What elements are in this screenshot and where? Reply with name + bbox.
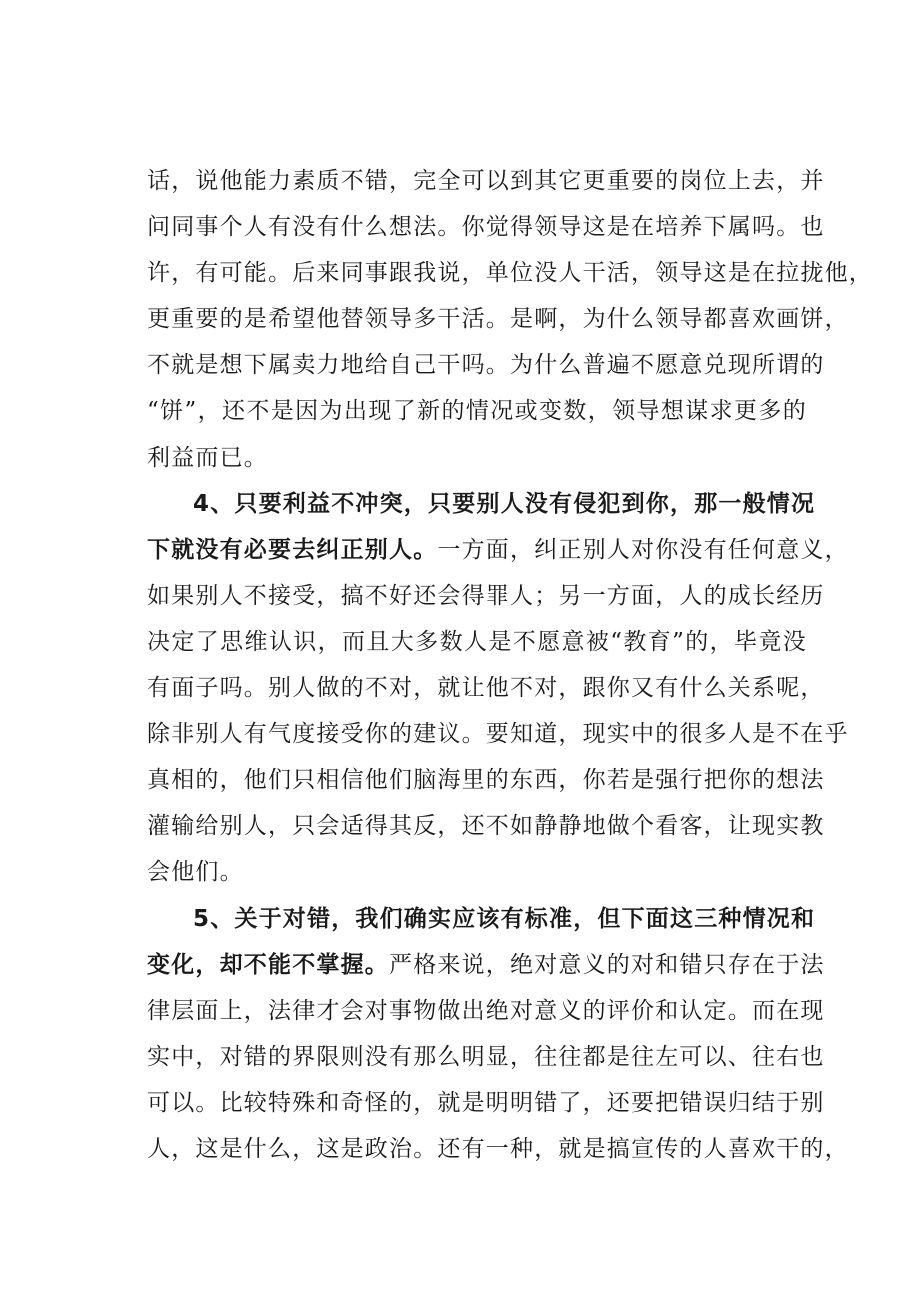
text-line: 可以。比较特殊和奇怪的，就是明明错了，还要把错误归结于别 [147,1089,825,1116]
paragraph-5-bold-text: 变化，却不能不掌握。 [147,951,389,978]
text-line: 律层面上，法律才会对事物做出绝对意义的评价和认定。而在现 [147,997,825,1024]
paragraph-5-line [147,942,825,988]
text-line: 利益而已。 [147,444,268,471]
text-line: 会他们。 [147,859,244,886]
text-line: 除非别人有气度接受你的建议。要知道，现实中的很多人是不在乎 [147,721,849,748]
paragraph-4-heading-line [147,481,816,527]
text-line: 有面子吗。别人做的不对，就让他不对，跟你又有什么关系呢， [147,675,825,702]
text-line: 决定了思维认识，而且大多数人是不愿意被“教育”的，毕竟没 [147,628,807,655]
document-body [147,158,873,1172]
text-line: 话，说他能力素质不错，完全可以到其它更重要的岗位上去，并 [147,168,825,194]
paragraph-4-bold-text: 下就没有必要去纠正别人。 [147,536,438,563]
paragraph-4-bold-text: 4、只要利益不冲突，只要别人没有侵犯到你，那一般情况 [193,490,816,517]
paragraph-4-text: 一方面，纠正别人对你没有任何意义， [437,536,849,563]
text-line: “饼”，还不是因为出现了新的情况或变数，领导想谋求更多的 [147,398,807,425]
text-line: 真相的，他们只相信他们脑海里的东西，你若是强行把你的想法 [147,767,825,794]
text-line: 更重要的是希望他替领导多干活。是啊，为什么领导都喜欢画饼， [147,306,849,333]
paragraph-5-bold-text: 5、关于对错，我们确实应该有标准，但下面这三种情况和 [193,905,816,932]
paragraph-4-line [147,527,849,573]
text-line: 不就是想下属卖力地给自己干吗。为什么普遍不愿意兑现所谓的 [147,352,825,379]
paragraph-5-text: 严格来说，绝对意义的对和错只存在于法 [389,951,825,978]
text-line: 实中，对错的界限则没有那么明显，往往都是往左可以、往右也 [147,1043,825,1070]
text-line: 如果别人不接受，搞不好还会得罪人；另一方面，人的成长经历 [147,582,825,609]
text-line: 人，这是什么，这是政治。还有一种，就是搞宣传的人喜欢干的， [147,1135,849,1162]
text-line: 问同事个人有没有什么想法。你觉得领导这是在培养下属吗。也 [147,214,825,241]
paragraph-5-heading-line [147,896,816,942]
text-line: 许，有可能。后来同事跟我说，单位没人干活，领导这是在拉拢他， [147,260,873,287]
text-line: 灌输给别人，只会适得其反，还不如静静地做个看客，让现实教 [147,813,825,840]
